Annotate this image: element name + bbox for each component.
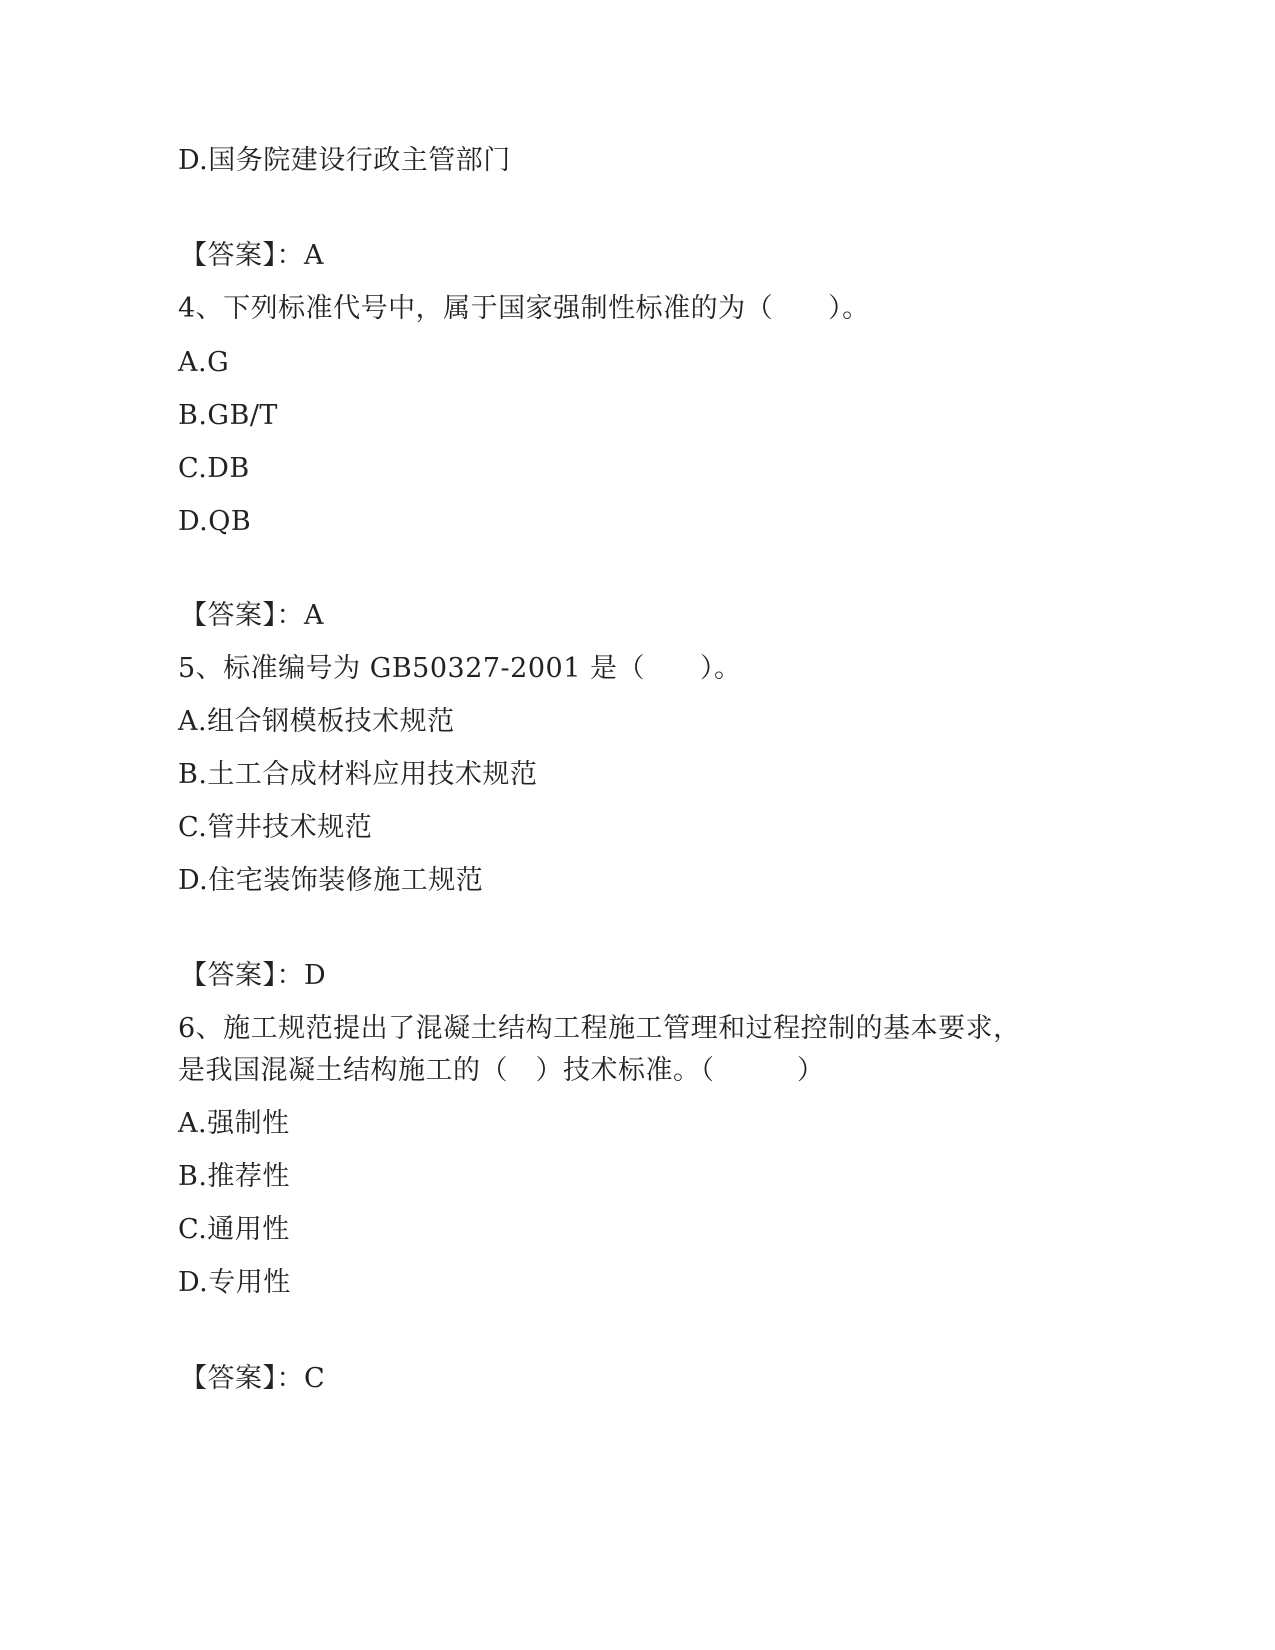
q6-answer: 【答案】：C [180, 1363, 326, 1394]
q5-option-b: B.土工合成材料应用技术规范 [178, 759, 538, 790]
q4-option-c: C.DB [178, 453, 250, 484]
q4-option-a: A.G [178, 347, 230, 378]
q6-option-c: C.通用性 [178, 1214, 290, 1245]
q5-option-d: D.住宅装饰装修施工规范 [178, 865, 484, 896]
q5-answer: 【答案】：D [180, 960, 327, 991]
q3-answer: 【答案】：A [180, 240, 324, 271]
q5-option-a: A.组合钢模板技术规范 [178, 706, 455, 737]
q4-stem: 4、下列标准代号中，属于国家强制性标准的为（ ）。 [178, 293, 870, 324]
q4-option-d: D.QB [178, 506, 252, 537]
q5-option-c: C.管井技术规范 [178, 812, 373, 843]
q6-option-b: B.推荐性 [178, 1161, 290, 1192]
q4-answer: 【答案】：A [180, 600, 324, 631]
q4-option-b: B.GB/T [178, 400, 278, 431]
q6-option-d: D.专用性 [178, 1267, 291, 1298]
q6-stem-line2: 是我国混凝土结构施工的（ ）技术标准。（ ） [178, 1055, 825, 1086]
q5-stem: 5、标准编号为 GB50327-2001 是（ ）。 [178, 653, 742, 684]
q3-option-d: D.国务院建设行政主管部门 [178, 145, 511, 176]
q6-option-a: A.强制性 [178, 1108, 290, 1139]
q6-stem-line1: 6、施工规范提出了混凝土结构工程施工管理和过程控制的基本要求， [178, 1013, 1021, 1044]
